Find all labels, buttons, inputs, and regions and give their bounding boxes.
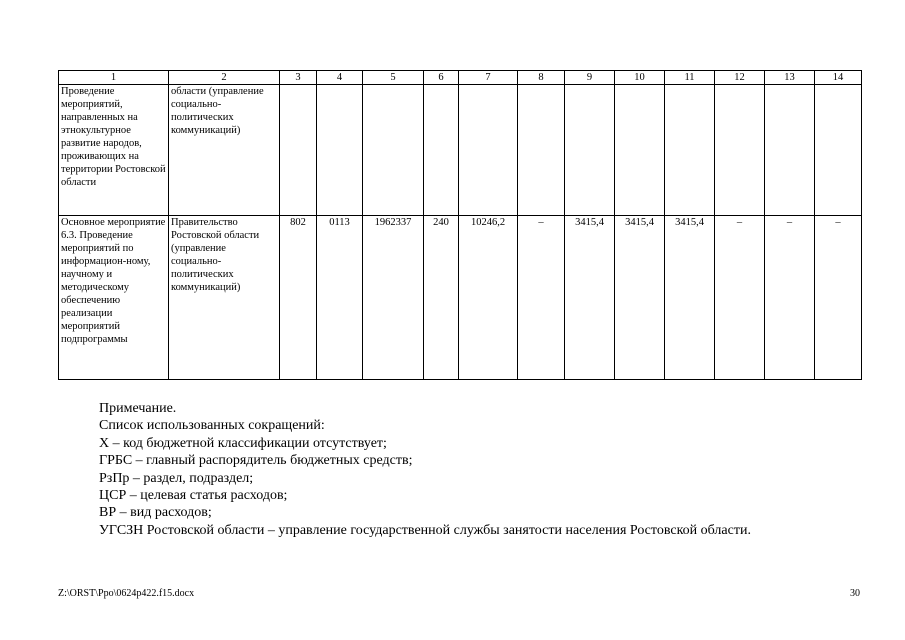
note-line: ВР – вид расходов; [99,505,212,521]
year-cell: – [715,216,765,380]
total-cell: 10246,2 [459,216,518,380]
year-cell: 3415,4 [665,216,715,380]
column-number: 10 [615,71,665,85]
year-cell: 3415,4 [615,216,665,380]
column-number: 14 [815,71,862,85]
year-cell: – [815,216,862,380]
column-number: 4 [317,71,363,85]
note-block [99,400,751,539]
year-cell: 3415,4 [565,216,615,380]
measure-name-cell: Основное мероприятие 6.3. Проведение мероприятий по информацион-ному, научному и методическому обеспечению реализации мероприятий подпрограммы [59,216,169,380]
rzpr-cell: 0113 [317,216,363,380]
year-cell: – [518,216,565,380]
file-path: Z:\ORST\Ppo\0624p422.f15.docx [58,588,195,599]
note-line: ЦСР – целевая статья расходов; [99,488,288,504]
column-number: 2 [169,71,280,85]
column-number: 11 [665,71,715,85]
page-number: 30 [850,588,860,599]
budget-table [58,70,862,380]
note-title: Примечание. [99,401,177,416]
grbs-cell: 802 [280,216,317,380]
column-number: 12 [715,71,765,85]
note-line: Х – код бюджетной классификации отсутствует; [99,435,387,451]
column-number: 5 [363,71,424,85]
table-header-row [59,71,862,85]
note-line: УГСЗН Ростовской области – управление государственной службы занятости населения Ростовской области. [99,522,751,538]
column-number: 3 [280,71,317,85]
note-line: Список использованных сокращений: [99,418,325,434]
executor-cell: Правительство Ростовской области (управление социально-политических коммуникаций) [169,216,280,380]
table-row [59,85,862,216]
column-number: 13 [765,71,815,85]
column-number: 8 [518,71,565,85]
vr-cell: 240 [424,216,459,380]
csr-cell: 1962337 [363,216,424,380]
year-cell: – [765,216,815,380]
executor-cell: области (управление социально-политических коммуникаций) [169,85,280,216]
note-line: РзПр – раздел, подраздел; [99,470,254,486]
measure-name-cell: Проведение мероприятий, направленных на этнокультурное развитие народов, проживающих на территории Ростовской области [59,85,169,216]
note-line: ГРБС – главный распорядитель бюджетных средств; [99,453,413,469]
column-number: 9 [565,71,615,85]
column-number: 1 [59,71,169,85]
column-number: 7 [459,71,518,85]
column-number: 6 [424,71,459,85]
table-row [59,216,862,380]
